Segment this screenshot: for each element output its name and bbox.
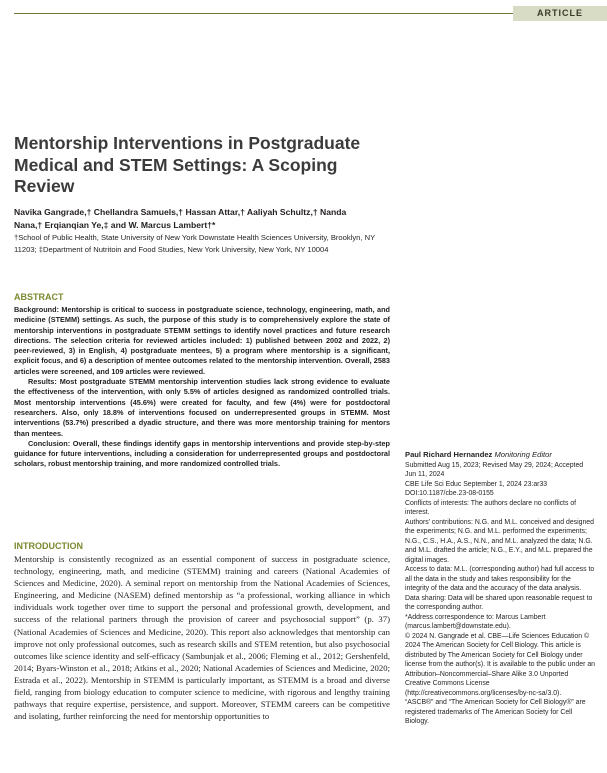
data-sharing-statement: Data sharing: Data will be shared upon reasonable request to the corresponding author. — [405, 594, 593, 611]
correspondence: *Address correspondence to: Marcus Lambert (marcus.lambert@downstate.edu). — [405, 613, 546, 630]
abstract-body — [14, 305, 390, 470]
submission-dates: Submitted Aug 15, 2023; Revised May 29, 2024; Accepted Jun 11, 2024 — [405, 461, 584, 478]
journal-citation: CBE Life Sci Educ September 1, 2024 23:ar33 — [405, 480, 548, 488]
abstract-results: Results: Most postgraduate STEMM mentorship intervention studies lack strong evidence to evaluate the effectiveness of the intervention, with only 5.5% of articles designed as randomized controlled trials. Most mentorship interventions (45.6%) were created for faculty, and few (4%) were for postdoctoral researchers. Also, only 18.8% of interventions focused on underrepresented groups in STEMM. Most interventions (53.7%) prescribed a dyadic structure, and there was more mentorship training for mentors than mentees. — [14, 377, 390, 438]
article-title: Mentorship Interventions in Postgraduate Medical and STEM Settings: A Scoping Review — [14, 133, 361, 196]
abstract-heading: ABSTRACT — [14, 292, 64, 302]
doi: DOI:10.1187/cbe.23-08-0155 — [405, 490, 494, 497]
author-list: Navika Gangrade,† Chellandra Samuels,† Hassan Attar,† Aaliyah Schultz,† Nanda Nana,† Erqianqian Ye,‡ and W. Marcus Lambert†* — [14, 207, 347, 230]
data-access-statement: Access to data: M.L. (corresponding author) had full access to all the data in the study and takes responsibility for the integrity of the data and the accuracy of the data analysis. — [405, 566, 595, 592]
abstract-background: Background: Mentorship is critical to success in postgraduate science, technology, engineering, math, and medicine (STEMM) settings. As such, the purpose of this study is to comprehensively explore the state of mentorship interventions in postgraduate STEMM settings to identify novel practices and future research directions. The selection criteria for reviewed articles included: 1) published between 2002 and 2022, 2) peer-reviewed, 3) in English, 4) postgraduate mentees, 5) a program where mentorship is a significant, explicit focus, and 6) a description of mentee outcomes related to the mentorship intervention. Overall, 2583 articles were screened, and 109 articles were reviewed. — [14, 305, 390, 376]
header-rule — [14, 13, 513, 14]
article-info-sidebar — [405, 450, 595, 727]
article-type-badge: ARTICLE — [513, 6, 607, 21]
monitoring-editor — [405, 450, 595, 460]
author-contributions: Authors’ contributions: N.G. and M.L. conceived and designed the experiments; N.G. and M.L. performed the experiments; N.G., C.S., H.A., A.S., N.N., and M.L. analyzed the data; N.G. and M.L. drafted the article; N.G., E.Y., and M.L. prepared the digital images. — [405, 518, 594, 564]
copyright-notice: © 2024 N. Gangrade et al. CBE—Life Sciences Education © 2024 The American Society for Cell Biology. This article is distributed by The American Society for Cell Biology under license from the author(s). It is available to the public under an Attribution–Noncommercial–Share Alike 3.0 Unported Creative Commons License (http://creativecommons.org/licenses/by-nc-sa/3.0). — [405, 632, 595, 697]
editor-role: Monitoring Editor — [494, 450, 552, 459]
introduction-heading: INTRODUCTION — [14, 541, 83, 551]
trademark-notice: “ASCB®” and “The American Society for Cell Biology®” are registered trademarks of The American Society for Cell Biology. — [405, 699, 586, 725]
abstract-conclusion: Conclusion: Overall, these findings identify gaps in mentorship interventions and provide step-by-step guidance for future interventions, including a consideration for underrepresented groups and postdoctoral scholars, robust mentorship training, and more randomized controlled trials. — [14, 438, 390, 469]
conflicts-statement: Conflicts of interests: The authors declare no conflicts of interest. — [405, 499, 577, 516]
introduction-text: Mentorship is consistently recognized as an essential component of success in postgraduate science, technology, engineering, math, and medicine (STEMM) training and careers (National Academies of Sciences and Medicine, 2020). A seminal report on mentorship from the National Academies of Sciences, Engineering, and Medicine (NASEM) defined mentorship as “a professional, working alliance in which individuals work together over time to support the personal and professional growth, development, and success of the relational partners through the provision of career and psychosocial support” (p. 37) (National Academies of Sciences and Medicine, 2020). This report also acknowledges that mentorship can improve not only professional outcomes, such as research skills and STEM retention, but also psychosocial outcomes like science identity and self-efficacy (Sambunjak et al., 2006; Fleming et al., 2012; Gershenfeld, 2014; Byars-Winston et al., 2018; Atkins et al., 2020; National Academies of Sciences and Medicine, 2020; Estrada et al., 2022). Mentorship in STEMM is particularly important, as STEMM is a broad and diverse field, ranging from biology education to computer science to medicine, with rigorous and lengthy training pathways that require expertise, persistence, and support. Moreover, STEMM careers can be competitive and isolating, further reinforcing the need for mentorship opportunities to — [14, 554, 390, 722]
author-affiliations: †School of Public Health, State University of New York Downstate Health Sciences University, Brooklyn, NY 11203; ‡Department of Nutritoin and Food Studies, New York University, New York, NY 10004 — [14, 233, 376, 254]
editor-name: Paul Richard Hernandez — [405, 450, 493, 459]
